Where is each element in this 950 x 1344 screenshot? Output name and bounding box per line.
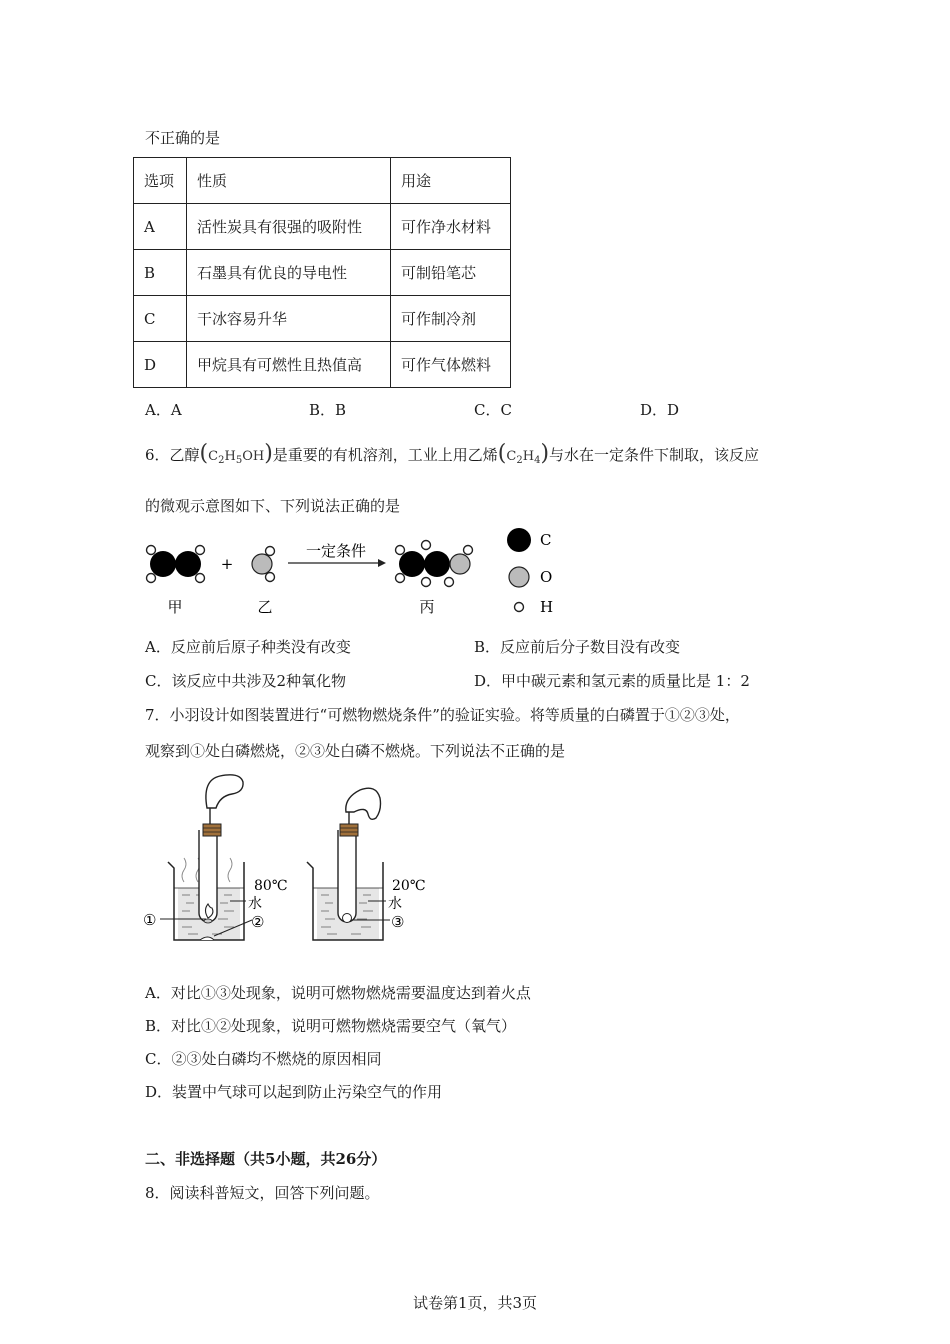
q6-stem-line1 [145, 430, 759, 485]
ethanol-formula: $C_2H_5OH$ [208, 449, 265, 466]
table-header-row [134, 158, 511, 204]
q6-option-c[interactable]: C．该反应中共涉及2种氧化物 [145, 672, 347, 690]
plus-sign: + [220, 555, 234, 573]
q7-option-c[interactable]: C．②③处白磷均不燃烧的原因相同 [145, 1050, 382, 1068]
q7-option-b[interactable]: B．对比①②处现象，说明可燃物燃烧需要空气（氧气） [145, 1017, 517, 1035]
table-row [134, 342, 511, 388]
legend [507, 528, 553, 616]
legend-label-c: C [540, 531, 552, 549]
table-cell: 石墨具有优良的导电性 [187, 250, 391, 296]
water-molecule [252, 547, 275, 582]
ethanol-molecule [396, 541, 473, 587]
paren-open: ( [497, 441, 507, 466]
right-beaker [307, 788, 390, 940]
mark-1: ① [143, 911, 157, 929]
mark-2: ② [251, 913, 265, 931]
properties-table [133, 157, 511, 388]
table-cell: 可作净水材料 [391, 204, 511, 250]
right-temperature: 20℃ [392, 878, 426, 894]
table-cell: D [134, 342, 187, 388]
page-footer: 试卷第1页，共3页 [412, 1294, 538, 1312]
left-temperature: 80℃ [254, 878, 288, 894]
table-cell: B [134, 250, 187, 296]
q7-option-a[interactable]: A．对比①③处现象，说明可燃物燃烧需要温度达到着火点 [145, 984, 531, 1002]
table-row [134, 296, 511, 342]
table-cell: A [134, 204, 187, 250]
table-cell: 可作制冷剂 [391, 296, 511, 342]
table-row [134, 204, 511, 250]
q8-stem: 8．阅读科普短文，回答下列问题。 [145, 1184, 380, 1202]
q7-option-d[interactable]: D．装置中气球可以起到防止污染空气的作用 [145, 1083, 443, 1101]
right-water-label: 水 [388, 896, 402, 912]
legend-carbon-icon [507, 528, 531, 552]
q6-text-a: 6．乙醇 [145, 446, 200, 464]
table-cell: 干冰容易升华 [187, 296, 391, 342]
table-cell: 可作气体燃料 [391, 342, 511, 388]
q7-stem-line1: 7．小羽设计如图装置进行“可燃物燃烧条件”的验证实验。将等质量的白磷置于①②③处， [145, 706, 740, 724]
q6-option-b[interactable]: B．反应前后分子数目没有改变 [474, 638, 681, 656]
q5-option-c[interactable]: C．C [474, 401, 512, 419]
label-jia: 甲 [167, 598, 183, 616]
table-header-cell: 用途 [391, 158, 511, 204]
mark-3: ③ [391, 913, 405, 931]
paren-close: ) [264, 441, 273, 466]
q5-option-a[interactable]: A．A [145, 401, 182, 419]
paren-close: ) [540, 441, 550, 466]
combustion-apparatus [140, 770, 440, 950]
q6-text-b: 是重要的有机溶剂，工业上用乙烯 [272, 446, 498, 464]
table-row [134, 250, 511, 296]
q5-tail-text: 不正确的是 [145, 129, 221, 147]
arrow-head [378, 559, 386, 567]
reaction-diagram [140, 525, 580, 620]
table-cell: 可制铅笔芯 [391, 250, 511, 296]
legend-hydrogen-icon [515, 603, 524, 612]
q6-text-c: 与水在一定条件下制取，该反应 [549, 446, 760, 464]
q5-option-b[interactable]: B．B [309, 401, 347, 419]
legend-label-o: O [540, 568, 553, 586]
q6-option-d[interactable]: D．甲中碳元素和氢元素的质量比是 1：2 [474, 672, 750, 690]
ethylene-formula: $C_2H_4$ [506, 449, 541, 466]
table-cell: C [134, 296, 187, 342]
legend-label-h: H [540, 598, 554, 616]
arrow-label: 一定条件 [305, 542, 367, 560]
q6-option-a[interactable]: A．反应前后原子种类没有改变 [145, 638, 351, 656]
label-bing: 丙 [419, 598, 435, 616]
label-yi: 乙 [257, 598, 273, 616]
left-beaker [160, 775, 252, 940]
section-title: 二、非选择题（共5小题，共26分） [145, 1150, 387, 1168]
table-header-cell: 选项 [134, 158, 187, 204]
table-header-cell: 性质 [187, 158, 391, 204]
left-water-label: 水 [248, 896, 262, 912]
table-cell: 甲烷具有可燃性且热值高 [187, 342, 391, 388]
q7-stem-line2: 观察到①处白磷燃烧，②③处白磷不燃烧。下列说法不正确的是 [145, 742, 566, 760]
table-cell: 活性炭具有很强的吸附性 [187, 204, 391, 250]
q5-option-d[interactable]: D．D [640, 401, 680, 419]
legend-oxygen-icon [509, 567, 529, 587]
q6-stem-line2: 的微观示意图如下、下列说法正确的是 [145, 497, 401, 515]
paren-open: ( [199, 441, 209, 466]
ethylene-molecule [147, 546, 205, 583]
